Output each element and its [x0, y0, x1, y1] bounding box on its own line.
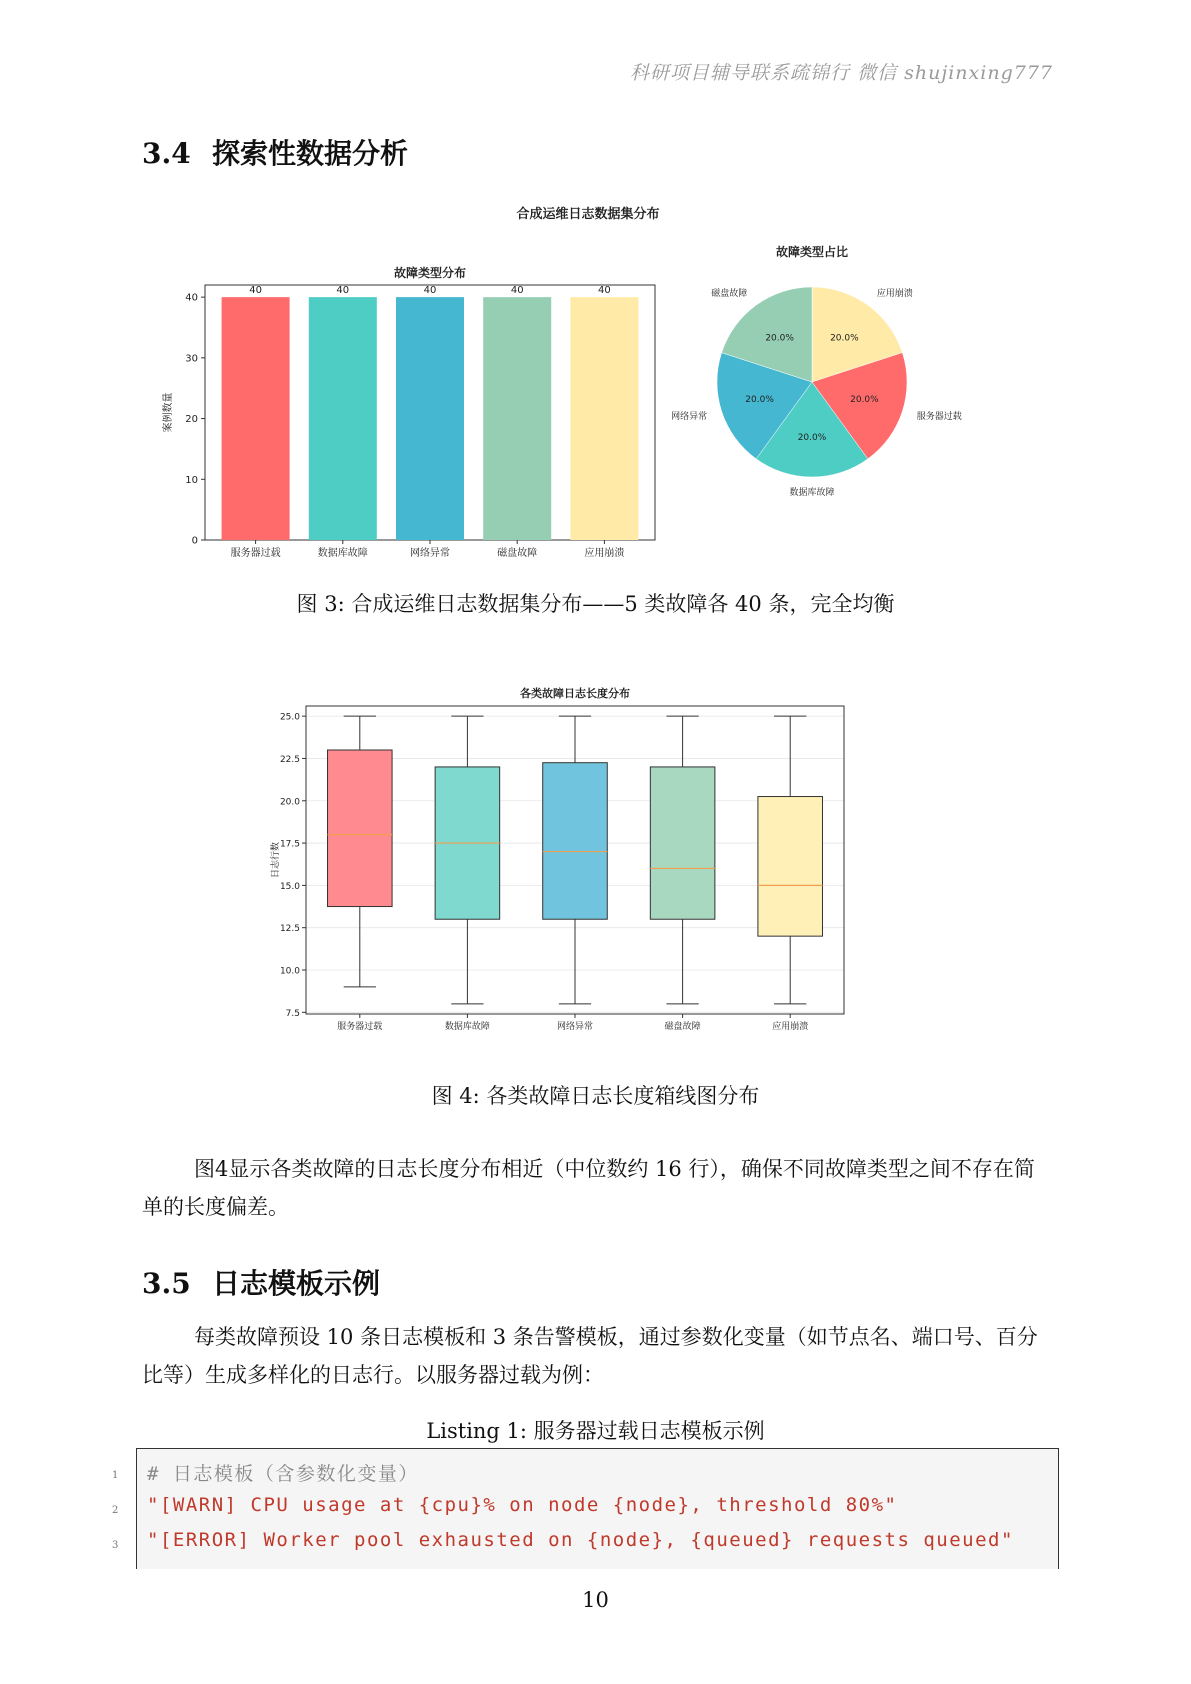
- y-tick-label: 40: [185, 292, 198, 304]
- box: [328, 750, 393, 907]
- bar-value-label: 40: [423, 285, 437, 297]
- figure-3-caption: 图 3: 合成运维日志数据集分布——5 类故障各 40 条，完全均衡: [296, 592, 895, 616]
- pie-chart: [671, 244, 962, 498]
- y-tick-label: 17.5: [279, 839, 300, 850]
- bar-value-label: 40: [510, 285, 524, 297]
- bar-value-label: 40: [336, 285, 350, 297]
- paragraph-2: [142, 1318, 1052, 1394]
- section-title: 日志模板示例: [212, 1267, 381, 1300]
- section-heading-3-5: [142, 1262, 380, 1302]
- y-tick-label: 10: [185, 474, 198, 486]
- box: [543, 763, 608, 920]
- x-tick-label: 服务器过载: [337, 1022, 383, 1032]
- bar: [570, 297, 638, 540]
- code-string-line: "[WARN] CPU usage at {cpu}% on node {node}, threshold 80%": [147, 1494, 898, 1516]
- figure-3: [150, 200, 1050, 565]
- pie-category-label: 应用崩溃: [876, 288, 913, 299]
- listing-caption: Listing 1: 服务器过载日志模板示例: [426, 1419, 765, 1443]
- code-comment-line: # 日志模板（含参数化变量）: [147, 1463, 419, 1485]
- line-number: 1: [112, 1470, 119, 1481]
- paragraph-1-text: 图4显示各类故障的日志长度分布相近（中位数约 16 行），确保不同故障类型之间不存在简单的长度偏差。: [142, 1157, 1035, 1219]
- box: [650, 767, 715, 919]
- y-tick-label: 7.5: [285, 1008, 300, 1019]
- code-string-line: "[ERROR] Worker pool exhausted on {node}, {queued} requests queued": [147, 1529, 1014, 1551]
- pie-category-label: 网络异常: [671, 412, 708, 423]
- bar-value-label: 40: [598, 285, 611, 297]
- pie-value-label: 20.0%: [850, 395, 879, 406]
- y-axis-label: 案例数量: [163, 392, 174, 433]
- pie-category-label: 磁盘故障: [711, 288, 748, 299]
- page-header: 科研项目辅导联系疏锦行 微信 shujinxing777: [630, 62, 1053, 84]
- section-number: 3.5: [142, 1267, 191, 1300]
- x-tick-label: 磁盘故障: [497, 548, 538, 559]
- y-tick-label: 30: [185, 353, 198, 365]
- x-tick-label: 磁盘故障: [664, 1022, 701, 1032]
- y-tick-label: 0: [191, 535, 198, 547]
- pie-category-label: 服务器过载: [916, 412, 962, 423]
- y-tick-label: 20.0: [279, 797, 300, 808]
- code-listing: [136, 1448, 1059, 1569]
- bar: [483, 297, 551, 540]
- y-tick-label: 10.0: [279, 966, 300, 977]
- bar: [222, 297, 290, 540]
- figure-4-caption: 图 4: 各类故障日志长度箱线图分布: [431, 1084, 760, 1108]
- pie-category-label: 数据库故障: [789, 488, 835, 499]
- x-tick-label: 网络异常: [556, 1022, 594, 1032]
- box-chart: [270, 686, 844, 1032]
- bar: [396, 297, 464, 540]
- section-number: 3.4: [142, 137, 191, 170]
- figure-suptitle: 合成运维日志数据集分布: [516, 207, 660, 222]
- y-tick-label: 25.0: [279, 712, 300, 723]
- pie-value-label: 20.0%: [765, 333, 794, 344]
- bar: [309, 297, 377, 540]
- page-number: 10: [582, 1588, 609, 1612]
- paragraph-1: [142, 1150, 1052, 1226]
- x-tick-label: 网络异常: [410, 548, 450, 559]
- x-tick-label: 应用崩溃: [584, 548, 625, 559]
- pie-value-label: 20.0%: [745, 395, 774, 406]
- chart-title: 故障类型分布: [393, 266, 467, 280]
- x-tick-label: 数据库故障: [317, 548, 368, 559]
- section-heading-3-4: [142, 132, 408, 172]
- y-tick-label: 22.5: [279, 754, 300, 765]
- bar-chart: [161, 265, 655, 559]
- line-number: 3: [112, 1540, 119, 1551]
- bar-value-label: 40: [249, 285, 262, 297]
- x-tick-label: 应用崩溃: [772, 1022, 809, 1032]
- chart-title: 各类故障日志长度分布: [520, 687, 630, 700]
- y-tick-label: 20: [185, 414, 198, 426]
- y-axis-label: 日志行数: [271, 841, 281, 879]
- x-tick-label: 服务器过载: [230, 548, 281, 559]
- y-tick-label: 15.0: [279, 881, 300, 892]
- y-tick-label: 12.5: [279, 924, 300, 935]
- pie-value-label: 20.0%: [830, 333, 859, 344]
- line-number: 2: [112, 1505, 119, 1516]
- figure-4: [270, 672, 930, 1052]
- box: [758, 797, 823, 937]
- paragraph-2-text: 每类故障预设 10 条日志模板和 3 条告警模板，通过参数化变量（如节点名、端口号、百分比等）生成多样化的日志行。以服务器过载为例：: [142, 1325, 1038, 1387]
- pie-value-label: 20.0%: [797, 433, 827, 444]
- chart-title: 故障类型占比: [775, 245, 849, 259]
- section-title: 探索性数据分析: [212, 137, 409, 170]
- x-tick-label: 数据库故障: [444, 1022, 490, 1032]
